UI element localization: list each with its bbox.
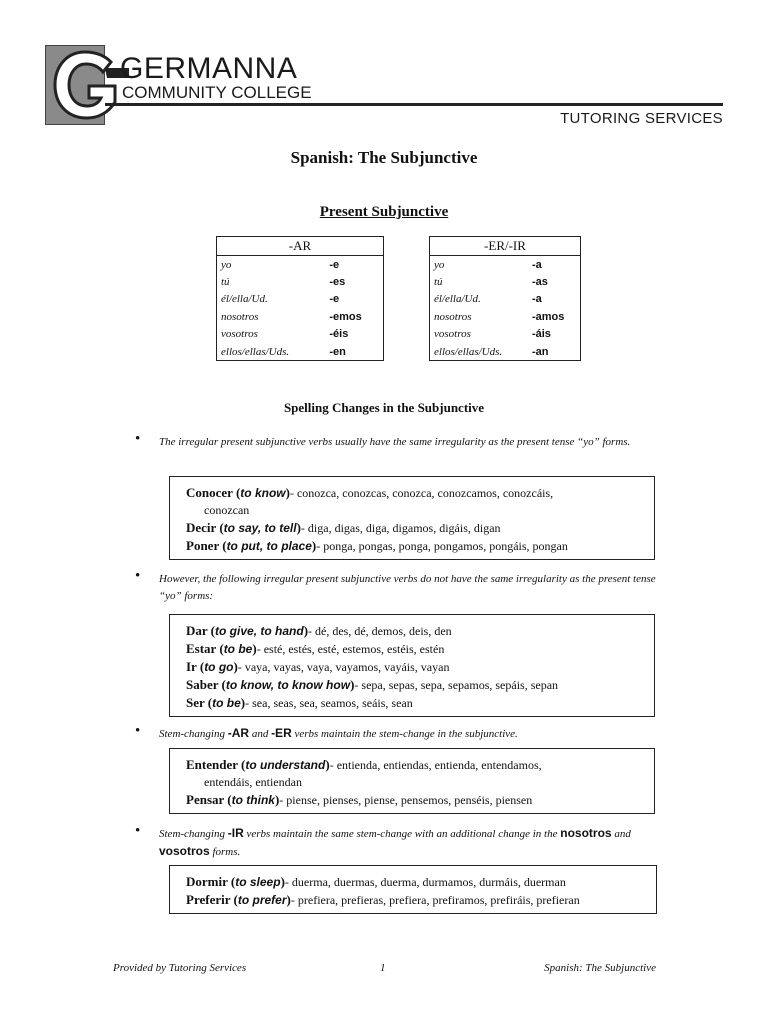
note-text: However, the following irregular present subjunctive verbs do not have the same irregularity as the present tense “yo” forms: (159, 573, 656, 602)
ending-cell: -e (329, 293, 340, 306)
verb-forms: duerma, duermas, duerma, durmamos, durmáis, duerman (291, 875, 566, 889)
pronoun-cell: él/ella/Ud. (221, 293, 268, 306)
ending-cell: -áis (531, 328, 551, 341)
verb-translation: to prefer (237, 893, 287, 907)
note-text (159, 725, 659, 743)
verb-forms: esté, estés, esté, estemos, estéis, estén (263, 642, 445, 656)
note-text-part: Stem-changing (159, 828, 228, 840)
verb-name: Ser (186, 695, 205, 710)
verb-name: Dormir (186, 874, 228, 889)
verb-forms-continued: conozcan (204, 503, 250, 517)
verb-name: Entender (186, 757, 238, 772)
table-row (430, 326, 581, 344)
table-row (217, 326, 384, 344)
verb-forms: dé, des, dé, demos, deis, den (315, 624, 452, 638)
verb-translation: to be (223, 642, 253, 656)
ending-cell: -a (531, 293, 542, 306)
section-title-spelling-changes: Spelling Changes in the Subjunctive (283, 400, 485, 415)
verb-entry: Decir (to say, to tell)- diga, digas, diga, digamos, digáis, digan (186, 520, 501, 535)
table-row (217, 273, 384, 291)
ending-cell: -emos (329, 310, 362, 323)
pronoun-cell: ellos/ellas/Uds. (221, 345, 290, 358)
note-text-part: and (611, 828, 631, 840)
note-emphasis: nosotros (560, 826, 612, 840)
pronoun-cell: nosotros (434, 310, 472, 323)
department-label: TUTORING SERVICES (560, 110, 723, 127)
pronoun-cell: yo (434, 258, 445, 271)
table-header: -AR (217, 237, 384, 256)
table-row (217, 291, 384, 309)
pronoun-cell: nosotros (221, 310, 259, 323)
header-divider (105, 103, 723, 106)
verb-name: Poner (186, 538, 220, 553)
verb-forms: piense, pienses, piense, pensemos, penséis, piensen (286, 793, 533, 807)
verb-entry: Ser (to be)- sea, seas, sea, seamos, seáis, sean (186, 695, 413, 710)
table-row (430, 308, 581, 326)
table-row (217, 343, 384, 361)
table-row (217, 308, 384, 326)
verb-entry: Preferir (to prefer)- prefiera, prefieras, prefiera, prefiramos, prefiráis, prefieran (186, 892, 580, 907)
note-emphasis: -ER (271, 726, 292, 740)
verb-name: Conocer (186, 485, 233, 500)
verb-translation: to sleep (235, 875, 281, 889)
table-row (430, 291, 581, 309)
verb-name: Preferir (186, 892, 231, 907)
pronoun-cell: ellos/ellas/Uds. (434, 345, 503, 358)
verb-forms-continued: entendáis, entiendan (204, 775, 302, 789)
brand-subtitle: COMMUNITY COLLEGE (122, 83, 312, 102)
table-row (430, 343, 581, 361)
page-number: 1 (380, 962, 386, 974)
verb-translation: to say, to tell (223, 521, 297, 535)
verb-translation: to understand (245, 758, 326, 772)
note-text-part: forms. (209, 846, 241, 858)
bullet-icon: • (135, 568, 141, 584)
verb-entry: Saber (to know, to know how)- sepa, sepas, sepa, sepamos, sepáis, sepan (186, 677, 559, 692)
verb-forms: ponga, pongas, ponga, pongamos, pongáis, pongan (323, 539, 568, 553)
table-header: -ER/-IR (430, 237, 581, 256)
verb-name: Saber (186, 677, 219, 692)
verb-entry: Poner (to put, to place)- ponga, pongas, ponga, pongamos, pongáis, pongan (186, 538, 568, 553)
bullet-icon: • (135, 723, 141, 739)
verb-entry: Pensar (to think)- piense, pienses, piense, pensemos, penséis, piensen (186, 792, 533, 807)
verb-name: Pensar (186, 792, 225, 807)
ending-cell: -e (329, 258, 340, 271)
note-text (159, 825, 659, 861)
verb-name: Decir (186, 520, 217, 535)
verb-name: Ir (186, 659, 197, 674)
verb-name: Estar (186, 641, 217, 656)
verb-forms: entienda, entiendas, entienda, entendamos, (336, 758, 542, 772)
ending-cell: -as (531, 275, 548, 288)
verb-translation: to know (240, 486, 286, 500)
verb-forms: sea, seas, sea, seamos, seáis, sean (252, 696, 413, 710)
verb-entry: Entender (to understand)- entienda, entiendas, entienda, entendamos, entendáis, entiendan (186, 756, 644, 791)
verb-entry: Dar (to give, to hand)- dé, des, dé, demos, deis, den (186, 623, 452, 638)
bullet-icon: • (135, 431, 141, 447)
verb-forms: conozca, conozcas, conozca, conozcamos, conozcáis, (296, 486, 554, 500)
note-text-part: verbs maintain the same stem-change with an additional change in the (243, 828, 561, 840)
verb-box-stem-ar-er (169, 748, 655, 814)
note-emphasis: -AR (227, 726, 250, 740)
verb-translation: to be (212, 696, 241, 710)
note-text-part: verbs maintain the stem-change in the subjunctive. (291, 728, 518, 740)
verb-translation: to put, to place (226, 539, 312, 553)
verb-forms: vaya, vayas, vaya, vayamos, vayáis, vayan (244, 660, 450, 674)
pronoun-cell: vosotros (221, 328, 258, 341)
section-title-present-subjunctive: Present Subjunctive (319, 204, 449, 220)
table-row (430, 256, 581, 274)
note-text-part: and (249, 728, 272, 740)
verb-translation: to know, to know how (225, 678, 351, 692)
note-emphasis: -IR (227, 826, 244, 840)
note-emphasis: vosotros (159, 844, 210, 858)
footer-right: Spanish: The Subjunctive (544, 962, 656, 974)
verb-entry: Ir (to go)- vaya, vayas, vaya, vayamos, vayáis, vayan (186, 659, 450, 674)
verb-entry: Dormir (to sleep)- duerma, duermas, duerma, durmamos, durmáis, duerman (186, 874, 566, 889)
brand-name: GERMANNA (120, 52, 298, 85)
verb-entry: Conocer (to know)- conozca, conozcas, conozca, conozcamos, conozcáis, conozcan (186, 484, 644, 519)
pronoun-cell: tú (221, 275, 230, 288)
ending-cell: -amos (531, 310, 565, 323)
college-logo-icon (49, 48, 129, 123)
verb-name: Dar (186, 623, 208, 638)
table-row (217, 256, 384, 274)
er-ir-endings-table (429, 236, 581, 361)
verb-forms: sepa, sepas, sepa, sepamos, sepáis, sepan (361, 678, 559, 692)
ar-endings-table (216, 236, 384, 361)
pronoun-cell: tú (434, 275, 443, 288)
ending-cell: -en (329, 345, 346, 358)
verb-translation: to think (231, 793, 275, 807)
table-row (430, 273, 581, 291)
verb-translation: to give, to hand (215, 624, 304, 638)
ending-cell: -es (329, 275, 346, 288)
pronoun-cell: él/ella/Ud. (434, 293, 481, 306)
note-text: The irregular present subjunctive verbs usually have the same irregularity as the present tense “yo” forms. (159, 436, 631, 448)
verb-forms: diga, digas, diga, digamos, digáis, digan (307, 521, 501, 535)
verb-box-irregular-yo (169, 476, 655, 560)
footer-left: Provided by Tutoring Services (113, 962, 247, 974)
verb-translation: to go (204, 660, 234, 674)
document-title: Spanish: The Subjunctive (290, 148, 478, 167)
ending-cell: -a (531, 258, 542, 271)
ending-cell: -éis (329, 328, 349, 341)
pronoun-cell: yo (221, 258, 232, 271)
ending-cell: -an (531, 345, 549, 358)
verb-box-irregular-other (169, 614, 655, 717)
bullet-icon: • (135, 823, 141, 839)
verb-box-stem-ir (169, 865, 657, 914)
verb-entry: Estar (to be)- esté, estés, esté, estemos, estéis, estén (186, 641, 445, 656)
note-text-part: Stem-changing (159, 728, 228, 740)
pronoun-cell: vosotros (434, 328, 471, 341)
verb-forms: prefiera, prefieras, prefiera, prefiramos, prefiráis, prefieran (297, 893, 580, 907)
